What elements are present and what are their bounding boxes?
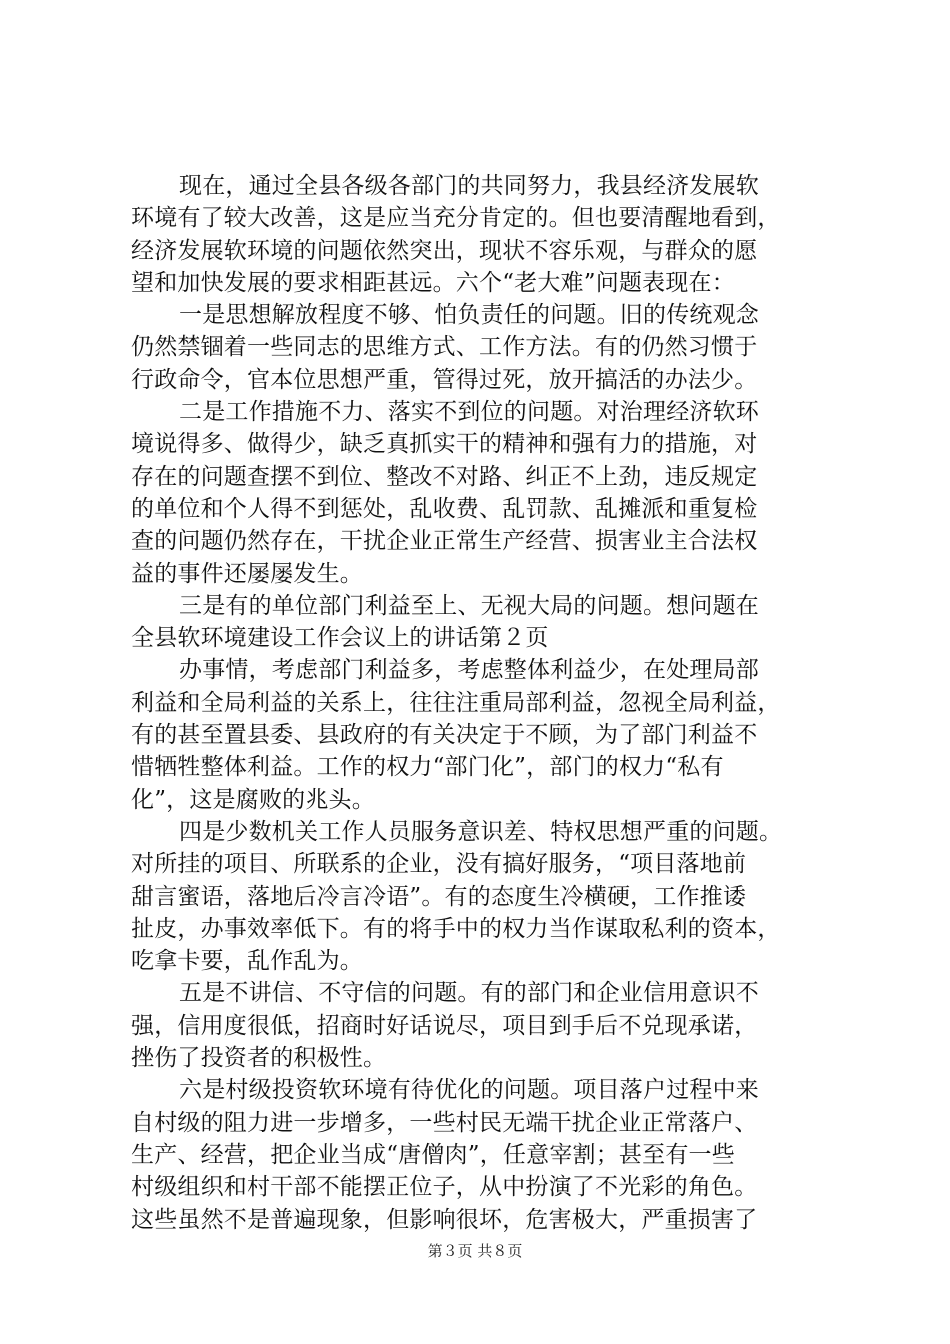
text-line: 生产、经营，把企业当成“唐僧肉”，任意宰割；甚至有一些 — [131, 1141, 735, 1168]
text-line: 查的问题仍然存在，干扰企业正常生产经营、损害业主合法权 — [131, 528, 758, 555]
text-line: 益的事件还屡屡发生。 — [131, 560, 363, 587]
text-line: 惜牺牲整体利益。工作的权力“部门化”，部门的权力“私有 — [131, 754, 724, 781]
text-line: 全县软环境建设工作会议上的讲话第２页 — [131, 625, 549, 652]
text-line: 望和加快发展的要求相距甚远。六个“老大难”问题表现在： — [131, 269, 735, 296]
text-line: 二是工作措施不力、落实不到位的问题。对治理经济软环 — [179, 399, 759, 426]
text-line: 仍然禁锢着一些同志的思维方式、工作方法。有的仍然习惯于 — [131, 334, 758, 361]
page-footer — [0, 1240, 950, 1261]
text-line: 挫伤了投资者的积极性。 — [131, 1045, 387, 1072]
body-text — [131, 170, 831, 1236]
text-line: 办事情，考虑部门利益多，考虑整体利益少，在处理局部 — [179, 657, 759, 684]
text-line: 一是思想解放程度不够、怕负责任的问题。旧的传统观念 — [179, 302, 759, 329]
text-line: 行政命令，官本位思想严重，管得过死，放开搞活的办法少。 — [131, 366, 758, 393]
text-line: 强，信用度很低，招商时好话说尽，项目到手后不兑现承诺， — [131, 1012, 758, 1039]
text-line: 这些虽然不是普遍现象，但影响很坏，危害极大，严重损害了 — [131, 1206, 758, 1233]
text-line: 四是少数机关工作人员服务意识差、特权思想严重的问题。 — [179, 818, 783, 845]
text-line: 吃拿卡要，乱作乱为。 — [131, 948, 363, 975]
text-line: 化”，这是腐败的兆头。 — [131, 786, 375, 813]
text-line: 村级组织和村干部不能摆正位子，从中扮演了不光彩的角色。 — [131, 1174, 758, 1201]
text-line: 现在，通过全县各级各部门的共同努力，我县经济发展软 — [179, 173, 759, 199]
text-line: 经济发展软环境的问题依然突出，现状不容乐观，与群众的愿 — [131, 237, 758, 264]
text-line: 存在的问题查摆不到位、整改不对路、纠正不上劲，违反规定 — [131, 463, 758, 490]
text-line: 扯皮，办事效率低下。有的将手中的权力当作谋取私利的资本， — [131, 915, 781, 942]
text-line: 六是村级投资软环境有待优化的问题。项目落户过程中来 — [179, 1077, 759, 1104]
text-line: 的单位和个人得不到惩处，乱收费、乱罚款、乱摊派和重复检 — [131, 495, 758, 522]
text-line: 自村级的阻力进一步增多，一些村民无端干扰企业正常落户、 — [131, 1109, 758, 1136]
text-line: 利益和全局利益的关系上，往往注重局部利益，忽视全局利益， — [131, 689, 781, 716]
text-line: 有的甚至置县委、县政府的有关决定于不顾，为了部门利益不 — [131, 722, 758, 749]
text-line: 五是不讲信、不守信的问题。有的部门和企业信用意识不 — [179, 980, 759, 1007]
page-number-label: 第３页 共８页 — [427, 1242, 523, 1260]
text-line: 境说得多、做得少，缺乏真抓实干的精神和强有力的措施，对 — [131, 431, 758, 458]
text-line: 环境有了较大改善，这是应当充分肯定的。但也要清醒地看到， — [131, 205, 781, 232]
text-line: 三是有的单位部门利益至上、无视大局的问题。想问题在 — [179, 592, 759, 619]
text-line: 对所挂的项目、所联系的企业，没有搞好服务，“项目落地前 — [131, 851, 747, 878]
text-line: 甜言蜜语，落地后冷言冷语”。有的态度生冷横硬，工作推诿 — [131, 883, 747, 910]
